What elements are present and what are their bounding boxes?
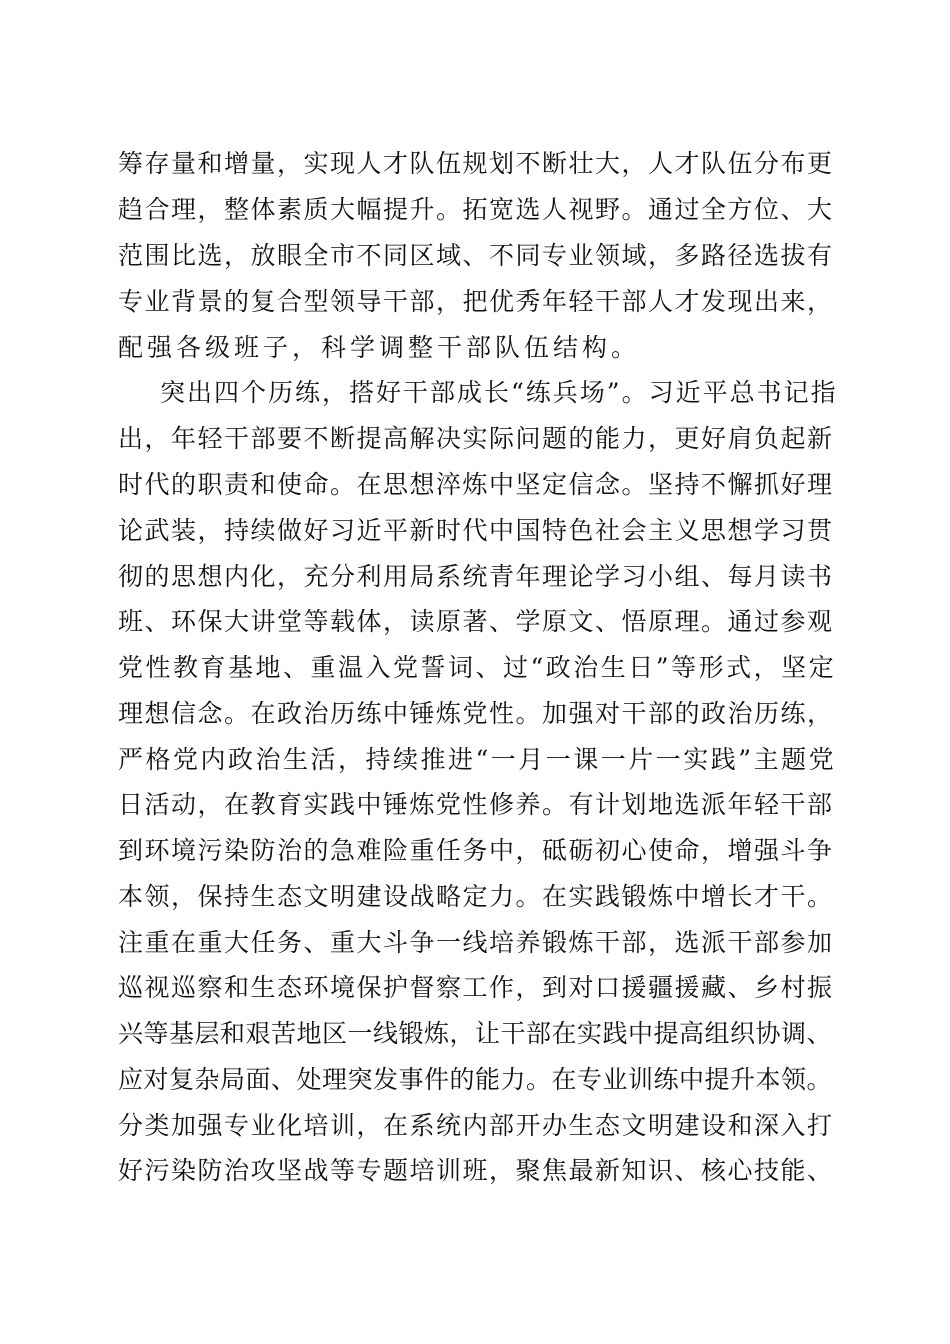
text-line: 范围比选，放眼全市不同区域、不同专业领域，多路径选拔有 (118, 241, 834, 270)
text-line: 好污染防治攻坚战等专题培训班，聚焦最新知识、核心技能、 (118, 1156, 834, 1185)
text-line: 到环境污染防治的急难险重任务中，砥砺初心使命，增强斗争 (118, 836, 834, 865)
text-line: 配强各级班子，科学调整干部队伍结构。 (118, 333, 641, 362)
text-line: 时代的职责和使命。在思想淬炼中坚定信念。坚持不懈抓好理 (118, 470, 834, 499)
text-line: 兴等基层和艰苦地区一线锻炼，让干部在实践中提高组织协调、 (118, 1019, 833, 1048)
text-line: 论武装，持续做好习近平新时代中国特色社会主义思想学习贯 (118, 516, 834, 545)
text-line: 严格党内政治生活，持续推进“一月一课一片一实践”主题党 (118, 745, 837, 774)
text-line: 彻的思想内化，充分利用局系统青年理论学习小组、每月读书 (118, 562, 834, 591)
text-line: 理想信念。在政治历练中锤炼党性。加强对干部的政治历练， (118, 699, 834, 728)
text-line: 出，年轻干部要不断提高解决实际问题的能力，更好肩负起新 (118, 424, 834, 453)
text-line: 分类加强专业化培训，在系统内部开办生态文明建设和深入打 (118, 1111, 834, 1140)
text-line: 筹存量和增量，实现人才队伍规划不断壮大，人才队伍分布更 (118, 149, 834, 178)
text-line: 本领，保持生态文明建设战略定力。在实践锻炼中增长才干。 (118, 882, 834, 911)
paragraph-first-line: 突出四个历练，搭好干部成长“练兵场”。习近平总书记指 (160, 378, 838, 407)
text-line: 日活动，在教育实践中锤炼党性修养。有计划地选派年轻干部 (118, 790, 834, 819)
text-line: 趋合理，整体素质大幅提升。拓宽选人视野。通过全方位、大 (118, 195, 834, 224)
text-line: 巡视巡察和生态环境保护督察工作，到对口援疆援藏、乡村振 (118, 973, 834, 1002)
text-line: 党性教育基地、重温入党誓词、过“政治生日”等形式，坚定 (118, 653, 837, 682)
text-line: 班、环保大讲堂等载体，读原著、学原文、悟原理。通过参观 (118, 607, 834, 636)
text-line: 注重在重大任务、重大斗争一线培养锻炼干部，选派干部参加 (118, 928, 834, 957)
text-line: 专业背景的复合型领导干部，把优秀年轻干部人才发现出来， (118, 287, 834, 316)
text-line: 应对复杂局面、处理突发事件的能力。在专业训练中提升本领。 (118, 1065, 833, 1094)
